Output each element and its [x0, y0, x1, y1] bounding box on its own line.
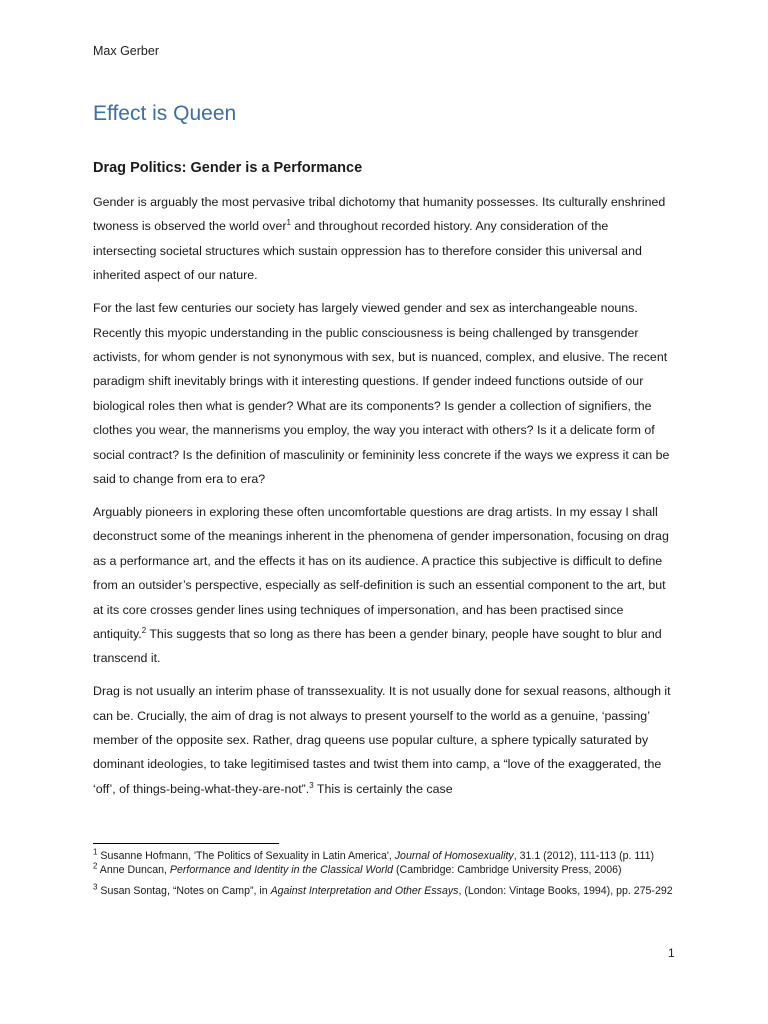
- paragraph-1: [93, 190, 675, 288]
- paragraph-text: This is certainly the case: [313, 781, 453, 796]
- footnote-1: [93, 847, 683, 864]
- paragraph-4: [93, 679, 675, 801]
- footnote-text: , 31.1 (2012), 111-113 (p. 111): [513, 850, 655, 862]
- paragraph-text: Arguably pioneers in exploring these often uncomfortable questions are drag artists. In my essay I shall deconstruct some of the meanings inherent in the phenomena of gender impersonation, focusing on drag as a performance art, and the effects it has on its audience. A practice this subjective is difficult to define from an outsider’s perspective, especially as self-definition is such an essential component to the art, but at its core crosses gender lines using techniques of impersonation, and has been practised since antiquity.: [93, 504, 669, 641]
- footnote-number: 2: [93, 861, 98, 871]
- footnote-2: [93, 861, 683, 878]
- paragraph-3: [93, 500, 675, 671]
- footnote-ref-3[interactable]: 3: [309, 780, 314, 790]
- footnote-3: [93, 882, 683, 899]
- footnote-separator: [93, 843, 279, 844]
- paragraph-text: This suggests that so long as there has been a gender binary, people have sought to blur and transcend it.: [93, 626, 662, 666]
- footnote-text: Anne Duncan,: [97, 863, 170, 876]
- footnote-number: 1: [93, 847, 98, 857]
- footnote-text: , (London: Vintage Books, 1994), pp. 275-292: [458, 884, 673, 897]
- footnote-number: 3: [93, 882, 98, 892]
- footnote-italic: Journal of Homosexuality: [394, 850, 514, 862]
- paragraph-text: Gender is arguably the most pervasive tribal dichotomy that humanity possesses. Its culturally enshrined twoness is observed the world over: [93, 195, 666, 234]
- paragraph-2: For the last few centuries our society has largely viewed gender and sex as interchangeable nouns. Recently this myopic understanding in the public consciousness is being challenged by transgender activists, for whom gender is not synonymous with sex, but is nuanced, complex, and elusive. The recent paradigm shift inevitably brings with it interesting questions. If gender indeed functions outside of our biological roles then what is gender? What are its components? Is gender a collection of signifiers, the clothes you wear, the mannerisms you employ, the way you interact with others? Is it a delicate form of social contract? Is the definition of masculinity or femininity less concrete if the ways we express it can be said to change from era to era?: [93, 301, 670, 486]
- footnote-text: Susanne Hofmann, 'The Politics of Sexuality in Latin America',: [97, 850, 395, 862]
- header-author: Max Gerber: [93, 44, 159, 58]
- page-number: 1: [668, 946, 675, 960]
- footnote-text: (Cambridge: Cambridge University Press, 2006): [393, 863, 622, 876]
- paragraph-text: Drag is not usually an interim phase of transsexuality. It is not usually done for sexual reasons, although it can be. Crucially, the aim of drag is not always to present yourself to the world as a genuine, ‘passing’ member of the opposite sex. Rather, drag queens use popular culture, a sphere typically saturated by dominant ideologies, to take legitimised tastes and twist them into camp, a “love of the exaggerated, the ‘off’, of things-being-what-they-are-not”.: [93, 684, 671, 796]
- body-text: [93, 190, 675, 810]
- footnotes: [93, 847, 683, 898]
- document-title: Effect is Queen: [93, 102, 237, 125]
- paragraph-text: and throughout recorded history. Any consideration of the intersecting societal structures which sustain oppression has to therefore consider this universal and inherited aspect of our nature.: [93, 219, 642, 283]
- section-heading: Drag Politics: Gender is a Performance: [93, 160, 363, 176]
- footnote-text: Susan Sontag, “Notes on Camp”, in: [97, 884, 271, 897]
- footnote-italic: Against Interpretation and Other Essays: [270, 884, 459, 897]
- footnote-ref-1[interactable]: 1: [286, 218, 291, 228]
- footnote-italic: Performance and Identity in the Classical World: [169, 863, 394, 876]
- footnote-ref-2[interactable]: 2: [141, 625, 147, 635]
